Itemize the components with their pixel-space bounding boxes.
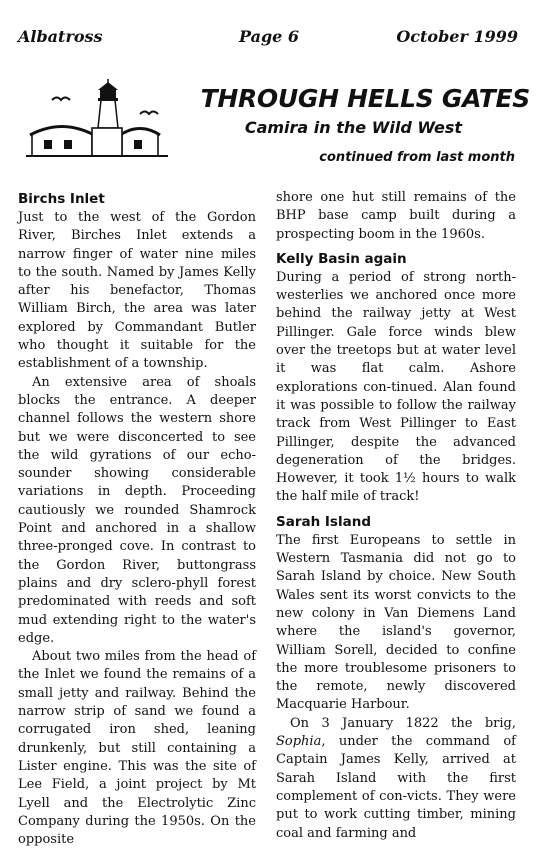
sarah-paragraph-2-start: On 3 January 1822 the brig,	[290, 715, 516, 731]
section-heading-kelly-basin: Kelly Basin again	[276, 250, 407, 267]
birchs-paragraph-1: Just to the west of the Gordon River, Birches Inlet extends a narrow finger of water nine miles to the south. Named by James Kelly after his benefactor, Thomas William Birch, the area was later explored by Commandant Butler who thought it suitable for the establishment of a township.	[18, 210, 256, 372]
page-number: Page 6	[239, 27, 300, 46]
lighthouse-with-gulls-icon	[22, 78, 170, 158]
article-subtitle: Camira in the Wild West	[244, 118, 462, 137]
page-header	[18, 27, 518, 47]
sarah-paragraph-2-end: , under the command of Captain James Kelly, arrived at Sarah Island with the first complement of con-victs. They were put to work cutting timber, mining coal and farming and	[276, 734, 516, 841]
article-title: THROUGH HELLS GATES	[200, 84, 530, 113]
birchs-paragraph-3: About two miles from the head of the Inlet we found the remains of a small jetty and railway. Behind the narrow strip of sand we found a corrugated iron shed, leaning drunkenly, but still containing a Lister engine. This was the site of Lee Field, a joint project by Mt Lyell and the Electrolytic Zinc Company during the 1950s. On the opposite	[18, 649, 256, 848]
section-heading-sarah-island: Sarah Island	[276, 513, 371, 530]
sarah-paragraph-2	[276, 715, 516, 843]
sarah-paragraph-1: The first Europeans to settle in Western Tasmania did not go to Sarah Island by choice. New South Wales sent its worst convicts to the new colony in Van Diemens Land where the island's governor, William Sorell, decided to confine the more troublesome prisoners to the remote, newly discovered Macquarie Harbour.	[276, 532, 516, 713]
birchs-paragraph-2: An extensive area of shoals blocks the entrance. A deeper channel follows the western shore but we were disconcerted to see the wild gyrations of our echo-sounder showing considerable variations in depth. Proceeding cautiously we rounded Shamrock Point and anchored in a shallow three-pronged cove. In contrast to the Gordon River, buttongrass plains and dry sclero-phyll forest predominated with reeds and soft mud extending right to the water's edge.	[18, 374, 256, 646]
continued-note: continued from last month	[319, 150, 515, 165]
ship-name: Sophia	[276, 734, 322, 750]
publication-name: Albatross	[18, 27, 103, 46]
kelly-paragraph-1: During a period of strong north-westerlies we anchored once more behind the railway jetty at West Pillinger. Gale force winds blew over the treetops but at water level it was flat calm. Ashore explorations con-tinued. Alan found it was possible to follow the railway track from West Pillinger to East Pillinger, despite the advanced degeneration of the bridges. However, it took 1½ hours to walk the half mile of track!	[276, 269, 516, 505]
section-heading-birchs-inlet: Birchs Inlet	[18, 191, 105, 207]
left-column	[18, 190, 256, 849]
birchs-paragraph-3-continued: shore one hut still remains of the BHP base camp built during a prospecting boom in the 1960s.	[276, 190, 516, 242]
gull-right-icon	[140, 112, 158, 115]
right-column	[276, 189, 516, 843]
issue-date: October 1999	[396, 27, 518, 46]
gull-left-icon	[52, 98, 70, 101]
